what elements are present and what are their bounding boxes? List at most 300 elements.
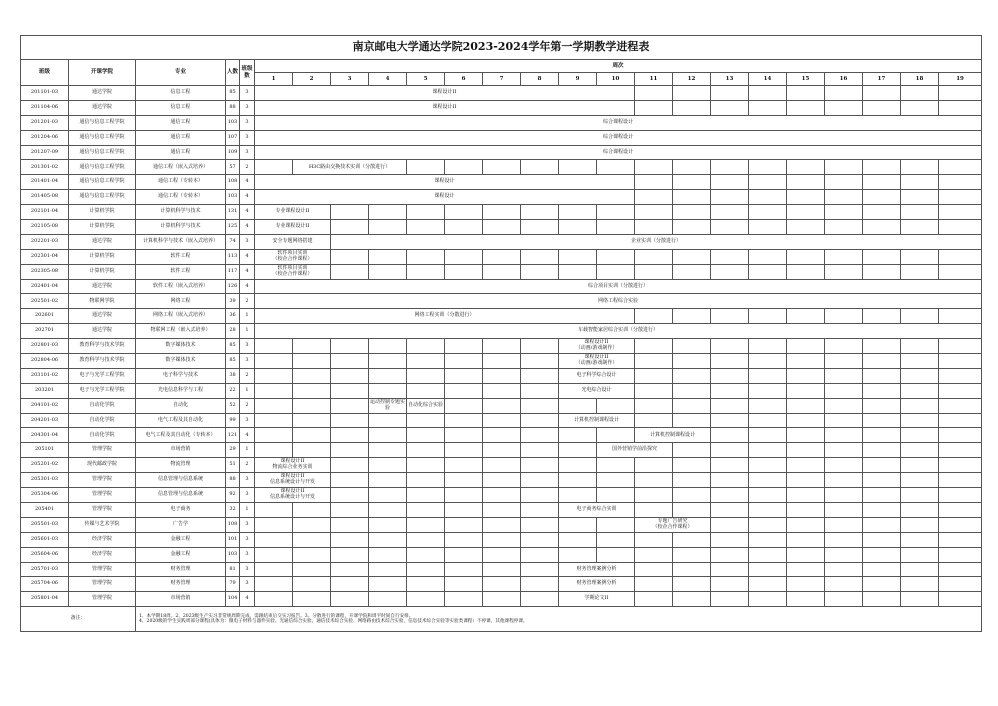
week-cell xyxy=(863,577,901,592)
week-cell xyxy=(939,502,982,517)
week-cell xyxy=(939,205,982,220)
course-cell: 网络工程综合实验 xyxy=(255,294,982,309)
week-cell xyxy=(749,428,787,443)
week-cell xyxy=(711,100,749,115)
week-cell xyxy=(787,175,825,190)
header-major: 专业 xyxy=(136,60,226,86)
week-cell xyxy=(407,488,445,503)
week-cell xyxy=(635,100,673,115)
row-major: 物联网工程（嵌入式培养） xyxy=(136,324,226,339)
row-school: 通信与信息工程学院 xyxy=(69,190,136,205)
week-cell xyxy=(445,488,483,503)
row-school: 通达学院 xyxy=(69,324,136,339)
row-class: 205101 xyxy=(21,443,69,458)
week-cell xyxy=(711,398,749,413)
week-cell xyxy=(939,264,982,279)
week-cell xyxy=(559,488,597,503)
week-cell xyxy=(863,309,901,324)
week-cell xyxy=(521,592,559,607)
week-cell xyxy=(331,488,369,503)
week-cell xyxy=(597,547,635,562)
row-count: 121 xyxy=(226,428,240,443)
week-cell xyxy=(749,398,787,413)
row-class-count: 3 xyxy=(240,354,255,369)
week-cell xyxy=(483,220,521,235)
week-cell xyxy=(445,502,483,517)
week-cell xyxy=(331,562,369,577)
row-major: 财务管理 xyxy=(136,577,226,592)
week-cell xyxy=(445,473,483,488)
week-cell xyxy=(407,443,445,458)
week-cell xyxy=(939,517,982,532)
week-cell xyxy=(825,443,863,458)
course-cell: 综合项目实训（分散进行） xyxy=(255,279,982,294)
week-cell xyxy=(901,249,939,264)
week-cell xyxy=(787,354,825,369)
week-cell xyxy=(939,592,982,607)
week-cell xyxy=(787,339,825,354)
week-cell xyxy=(863,562,901,577)
week-cell xyxy=(293,532,331,547)
week-cell xyxy=(331,383,369,398)
week-cell xyxy=(939,398,982,413)
week-cell xyxy=(673,398,711,413)
row-class-count: 2 xyxy=(240,160,255,175)
week-cell xyxy=(673,502,711,517)
week-cell xyxy=(673,473,711,488)
week-cell xyxy=(445,413,483,428)
header-school: 开课学院 xyxy=(69,60,136,86)
week-cell xyxy=(901,413,939,428)
week-cell xyxy=(787,205,825,220)
row-school: 计算机学院 xyxy=(69,264,136,279)
week-cell xyxy=(939,383,982,398)
week-cell xyxy=(711,532,749,547)
week-number: 10 xyxy=(597,73,635,86)
row-major: 软件工程 xyxy=(136,264,226,279)
week-cell xyxy=(749,339,787,354)
week-cell xyxy=(255,339,293,354)
week-cell xyxy=(445,562,483,577)
week-cell xyxy=(673,339,711,354)
row-class-count: 1 xyxy=(240,502,255,517)
week-cell xyxy=(483,354,521,369)
week-cell xyxy=(673,532,711,547)
week-cell xyxy=(901,458,939,473)
week-cell xyxy=(901,502,939,517)
week-cell xyxy=(863,249,901,264)
table-row xyxy=(21,175,982,190)
table-row xyxy=(21,592,982,607)
row-count: 36 xyxy=(226,309,240,324)
week-cell xyxy=(255,502,293,517)
week-cell xyxy=(407,264,445,279)
week-cell xyxy=(369,205,407,220)
week-cell xyxy=(331,547,369,562)
row-count: 29 xyxy=(226,443,240,458)
table-row xyxy=(21,443,982,458)
week-cell xyxy=(521,368,559,383)
week-cell xyxy=(559,264,597,279)
week-cell xyxy=(483,517,521,532)
week-cell xyxy=(331,458,369,473)
week-cell xyxy=(331,205,369,220)
week-cell xyxy=(483,249,521,264)
row-count: 101 xyxy=(226,532,240,547)
week-cell xyxy=(635,577,673,592)
week-cell xyxy=(407,383,445,398)
row-school: 电子与光学工程学院 xyxy=(69,383,136,398)
week-cell xyxy=(635,562,673,577)
week-cell xyxy=(521,458,559,473)
row-count: 81 xyxy=(226,562,240,577)
row-count: 103 xyxy=(226,190,240,205)
week-cell xyxy=(901,577,939,592)
week-cell xyxy=(597,249,635,264)
week-cell xyxy=(407,413,445,428)
row-major: 数字媒体技术 xyxy=(136,339,226,354)
row-class: 205601-03 xyxy=(21,532,69,547)
week-cell xyxy=(635,175,673,190)
week-cell xyxy=(825,160,863,175)
week-cell xyxy=(483,398,521,413)
table-row xyxy=(21,190,982,205)
week-cell xyxy=(787,368,825,383)
week-number: 7 xyxy=(483,73,521,86)
table-row xyxy=(21,473,982,488)
week-cell xyxy=(711,443,749,458)
row-class-count: 3 xyxy=(240,532,255,547)
row-count: 39 xyxy=(226,294,240,309)
row-major: 通信工程（专转本） xyxy=(136,190,226,205)
week-cell xyxy=(635,160,673,175)
row-school: 管理学院 xyxy=(69,502,136,517)
course-cell: 网络工程实训（分散进行） xyxy=(255,309,635,324)
week-cell xyxy=(559,547,597,562)
week-cell xyxy=(901,205,939,220)
course-cell: 安全专题网络搭建 xyxy=(255,234,331,249)
row-school: 教育科学与技术学院 xyxy=(69,354,136,369)
header-class: 班级 xyxy=(21,60,69,86)
week-cell xyxy=(825,547,863,562)
week-cell xyxy=(483,592,521,607)
week-cell xyxy=(369,502,407,517)
week-cell xyxy=(749,488,787,503)
week-cell xyxy=(939,175,982,190)
week-cell xyxy=(407,368,445,383)
week-cell xyxy=(787,458,825,473)
week-cell xyxy=(635,473,673,488)
week-cell xyxy=(483,547,521,562)
week-cell xyxy=(863,458,901,473)
row-class-count: 3 xyxy=(240,473,255,488)
week-cell xyxy=(825,577,863,592)
week-cell xyxy=(635,205,673,220)
week-cell xyxy=(407,517,445,532)
week-cell xyxy=(369,473,407,488)
week-cell xyxy=(825,190,863,205)
week-cell xyxy=(825,264,863,279)
row-major: 财务管理 xyxy=(136,562,226,577)
week-cell xyxy=(711,488,749,503)
row-major: 通信工程 xyxy=(136,130,226,145)
week-cell xyxy=(673,249,711,264)
notes-label: 备注： xyxy=(21,607,136,632)
week-cell xyxy=(673,309,711,324)
course-cell: 计算机控制课程设计 xyxy=(635,428,711,443)
week-cell xyxy=(331,517,369,532)
week-cell xyxy=(521,413,559,428)
week-cell xyxy=(825,383,863,398)
week-cell xyxy=(445,264,483,279)
week-cell xyxy=(407,502,445,517)
week-cell xyxy=(521,264,559,279)
week-number: 3 xyxy=(331,73,369,86)
week-number: 8 xyxy=(521,73,559,86)
week-cell xyxy=(369,562,407,577)
week-cell xyxy=(559,517,597,532)
week-cell xyxy=(597,473,635,488)
week-cell xyxy=(749,458,787,473)
week-cell xyxy=(559,443,597,458)
row-class: 201201-03 xyxy=(21,115,69,130)
week-cell xyxy=(863,354,901,369)
row-school: 通达学院 xyxy=(69,279,136,294)
week-cell xyxy=(939,368,982,383)
week-cell xyxy=(863,413,901,428)
week-cell xyxy=(483,443,521,458)
week-cell xyxy=(711,473,749,488)
table-row xyxy=(21,383,982,398)
row-class-count: 4 xyxy=(240,428,255,443)
week-cell xyxy=(635,592,673,607)
week-cell xyxy=(901,562,939,577)
week-cell xyxy=(483,428,521,443)
row-major: 通信工程 xyxy=(136,145,226,160)
week-cell xyxy=(293,354,331,369)
week-cell xyxy=(635,532,673,547)
table-row xyxy=(21,339,982,354)
row-class: 203101-02 xyxy=(21,368,69,383)
week-cell xyxy=(787,100,825,115)
row-class: 204101-02 xyxy=(21,398,69,413)
week-cell xyxy=(749,175,787,190)
row-school: 计算机学院 xyxy=(69,205,136,220)
week-cell xyxy=(635,368,673,383)
row-class: 205301-03 xyxy=(21,473,69,488)
row-count: 103 xyxy=(226,547,240,562)
week-cell xyxy=(483,488,521,503)
row-class: 202301-04 xyxy=(21,249,69,264)
week-cell xyxy=(331,249,369,264)
row-class-count: 4 xyxy=(240,279,255,294)
row-count: 107 xyxy=(226,130,240,145)
week-cell xyxy=(293,592,331,607)
week-cell xyxy=(825,354,863,369)
week-cell xyxy=(825,592,863,607)
week-cell xyxy=(597,488,635,503)
week-cell xyxy=(787,190,825,205)
week-cell xyxy=(787,473,825,488)
week-number: 15 xyxy=(787,73,825,86)
week-cell xyxy=(331,473,369,488)
week-cell xyxy=(863,190,901,205)
row-school: 管理学院 xyxy=(69,562,136,577)
week-cell xyxy=(559,220,597,235)
week-cell xyxy=(635,264,673,279)
course-cell: 课程设计II xyxy=(255,100,635,115)
table-row xyxy=(21,354,982,369)
week-cell xyxy=(331,577,369,592)
row-major: 通信工程 xyxy=(136,115,226,130)
row-count: 85 xyxy=(226,354,240,369)
course-cell: 计算机控制课程设计 xyxy=(559,413,635,428)
row-school: 传媒与艺术学院 xyxy=(69,517,136,532)
week-cell xyxy=(825,339,863,354)
week-cell xyxy=(673,264,711,279)
row-count: 99 xyxy=(226,413,240,428)
course-cell: 专业课程设计II xyxy=(255,205,331,220)
row-major: 物流管理 xyxy=(136,458,226,473)
week-cell xyxy=(825,220,863,235)
week-cell xyxy=(369,368,407,383)
course-cell: 专业课程设计II xyxy=(255,220,331,235)
course-cell: 财务管理案例分析 xyxy=(559,562,635,577)
week-cell xyxy=(407,428,445,443)
row-school: 电子与光学工程学院 xyxy=(69,368,136,383)
row-school: 通达学院 xyxy=(69,100,136,115)
row-major: 信息管理与信息系统 xyxy=(136,488,226,503)
week-cell xyxy=(825,458,863,473)
week-cell xyxy=(787,309,825,324)
week-cell xyxy=(635,220,673,235)
week-cell xyxy=(901,264,939,279)
week-cell xyxy=(293,577,331,592)
week-number: 19 xyxy=(939,73,982,86)
week-cell xyxy=(825,488,863,503)
week-cell xyxy=(331,368,369,383)
row-class: 202501-02 xyxy=(21,294,69,309)
week-cell xyxy=(597,428,635,443)
row-class-count: 3 xyxy=(240,100,255,115)
week-cell xyxy=(825,517,863,532)
row-school: 通信与信息工程学院 xyxy=(69,115,136,130)
row-class: 204301-04 xyxy=(21,428,69,443)
week-cell xyxy=(293,502,331,517)
table-row xyxy=(21,160,982,175)
week-cell xyxy=(521,577,559,592)
row-major: 信息工程 xyxy=(136,86,226,101)
week-cell xyxy=(787,577,825,592)
course-cell: 综合课程设计 xyxy=(255,145,982,160)
week-cell xyxy=(597,205,635,220)
week-cell xyxy=(711,160,749,175)
week-cell xyxy=(863,86,901,101)
week-cell xyxy=(369,488,407,503)
week-cell xyxy=(825,249,863,264)
week-cell xyxy=(939,413,982,428)
week-cell xyxy=(825,473,863,488)
week-cell xyxy=(597,398,635,413)
row-class-count: 4 xyxy=(240,220,255,235)
course-cell: 软件项目实训 （校企合作课程） xyxy=(255,264,331,279)
week-cell xyxy=(597,517,635,532)
week-cell xyxy=(293,398,331,413)
week-cell xyxy=(939,100,982,115)
week-cell xyxy=(331,354,369,369)
row-count: 88 xyxy=(226,100,240,115)
week-cell xyxy=(407,205,445,220)
course-cell: 软件项目实训 （校企合作课程） xyxy=(255,249,331,264)
week-cell xyxy=(863,532,901,547)
week-cell xyxy=(331,428,369,443)
row-school: 经济学院 xyxy=(69,532,136,547)
week-cell xyxy=(901,190,939,205)
week-cell xyxy=(863,473,901,488)
week-cell xyxy=(293,339,331,354)
week-cell xyxy=(749,592,787,607)
week-cell xyxy=(635,398,673,413)
week-cell xyxy=(521,398,559,413)
week-cell xyxy=(711,205,749,220)
note-line: 4、2020级的学生实践周部分课程(具体为：微电子材料与器件实验、光通信综合实验、通信技术综合实验、网络路由技术综合实验、信息技术综合实验等实验类课程）不停课，其他课程停课。 xyxy=(139,619,528,625)
week-cell xyxy=(863,398,901,413)
week-cell xyxy=(711,190,749,205)
week-cell xyxy=(255,532,293,547)
week-cell xyxy=(711,413,749,428)
week-number: 1 xyxy=(255,73,293,86)
row-class: 205304-06 xyxy=(21,488,69,503)
week-cell xyxy=(407,354,445,369)
row-count: 113 xyxy=(226,249,240,264)
week-cell xyxy=(673,383,711,398)
week-cell xyxy=(445,339,483,354)
table-row xyxy=(21,115,982,130)
row-class: 202801-03 xyxy=(21,339,69,354)
table-row xyxy=(21,398,982,413)
row-count: 117 xyxy=(226,264,240,279)
week-cell xyxy=(559,398,597,413)
week-cell xyxy=(901,220,939,235)
week-cell xyxy=(673,592,711,607)
week-cell xyxy=(901,428,939,443)
row-class: 205801-04 xyxy=(21,592,69,607)
week-cell xyxy=(711,175,749,190)
week-cell xyxy=(863,100,901,115)
week-cell xyxy=(255,577,293,592)
week-cell xyxy=(369,383,407,398)
row-major: 广告学 xyxy=(136,517,226,532)
week-cell xyxy=(863,502,901,517)
week-cell xyxy=(635,488,673,503)
week-cell xyxy=(863,517,901,532)
week-cell xyxy=(635,309,673,324)
week-cell xyxy=(369,339,407,354)
week-cell xyxy=(749,383,787,398)
course-cell: 国外营销学前沿探究 xyxy=(597,443,673,458)
week-cell xyxy=(483,532,521,547)
table-row xyxy=(21,532,982,547)
week-cell xyxy=(863,383,901,398)
week-cell xyxy=(787,532,825,547)
week-cell xyxy=(445,205,483,220)
table-row xyxy=(21,309,982,324)
row-class-count: 3 xyxy=(240,517,255,532)
week-cell xyxy=(749,562,787,577)
week-cell xyxy=(787,502,825,517)
row-count: 22 xyxy=(226,383,240,398)
course-cell: H3C路由交换技术实训（分散进行） xyxy=(293,160,407,175)
